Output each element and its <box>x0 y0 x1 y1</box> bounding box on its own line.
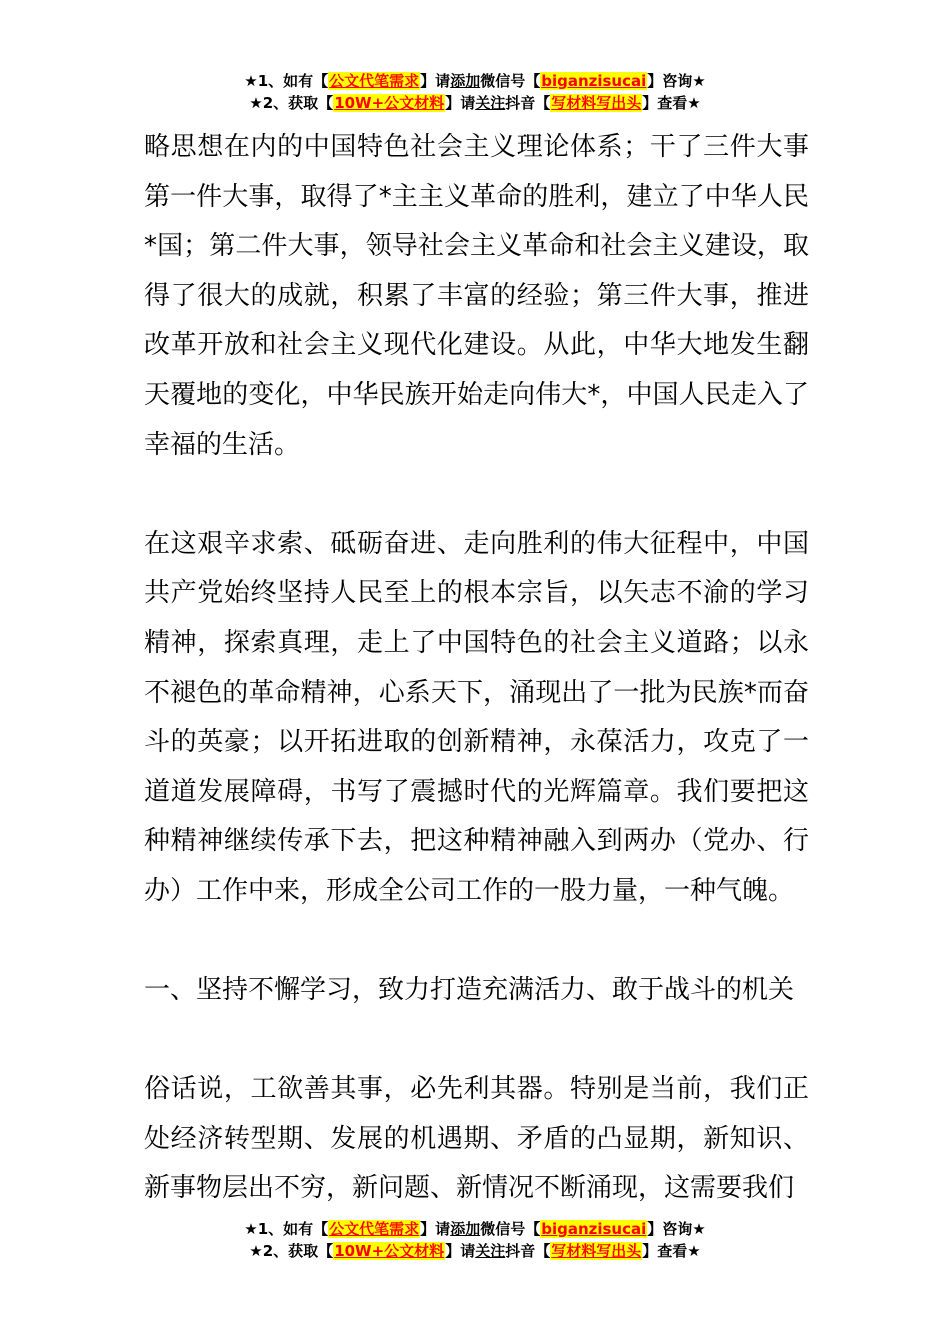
paragraph-3: 俗话说，工欲善其事，必先利其器。特别是当前，我们正处经济转型期、发展的机遇期、矛盾的凸显期，新知识、新事物层出不穷，新问题、新情况不断涌现，这需要我们 <box>144 1074 809 1204</box>
banner-text: ★2、获取【 <box>249 1242 334 1260</box>
paragraph-gap <box>144 917 809 967</box>
banner-text: 】查看★ <box>642 94 701 112</box>
materials-highlight: 10W+公文材料 <box>334 1242 445 1260</box>
header-banner <box>0 70 950 114</box>
banner-text: 】查看★ <box>642 1242 701 1260</box>
banner-text: 】请 <box>445 94 476 112</box>
materials-highlight: 10W+公文材料 <box>334 94 445 112</box>
banner-text: 微信号【 <box>480 1220 541 1238</box>
banner-text: 】请 <box>420 72 451 90</box>
banner-line-1 <box>0 70 950 92</box>
douyin-account-highlight: 写材料写出头 <box>551 94 642 112</box>
douyin-account-highlight: 写材料写出头 <box>551 1242 642 1260</box>
section-heading-1: 一、坚持不懈学习，致力打造充满活力、敢于战斗的机关 <box>144 975 795 1006</box>
banner-text: 】咨询★ <box>647 1220 706 1238</box>
banner-underlined-text: 添加 <box>450 1220 481 1238</box>
banner-line-1 <box>0 1218 950 1240</box>
banner-text: 】请 <box>445 1242 476 1260</box>
banner-text: ★1、如有【 <box>244 72 329 90</box>
paragraph-1: 略思想在内的中国特色社会主义理论体系；干了三件大事第一件大事，取得了*主主义革命的胜利，建立了中华人民*国；第二件大事，领导社会主义革命和社会主义建设，取得了很大的成就，积累了丰富的经验；第三件大事，推进改革开放和社会主义现代化建设。从此，中华大地发生翻天覆地的变化，中华民族开始走向伟大*，中国人民走入了幸福的生活。 <box>144 132 809 460</box>
paragraph-gap <box>144 1016 809 1066</box>
wechat-id-highlight: biganzisucai <box>541 1220 647 1238</box>
banner-text: ★2、获取【 <box>249 94 334 112</box>
service-highlight: 公文代笔需求 <box>329 1220 420 1238</box>
banner-line-2 <box>0 92 950 114</box>
wechat-id-highlight: biganzisucai <box>541 72 647 90</box>
banner-line-2 <box>0 1240 950 1262</box>
paragraph-gap <box>144 470 809 520</box>
banner-text: 】咨询★ <box>647 72 706 90</box>
footer-banner <box>0 1218 950 1262</box>
service-highlight: 公文代笔需求 <box>329 72 420 90</box>
banner-text: ★1、如有【 <box>244 1220 329 1238</box>
document-body <box>144 123 809 1214</box>
banner-underlined-text: 关注 <box>475 1242 506 1260</box>
banner-underlined-text: 关注 <box>475 94 506 112</box>
banner-text: 】请 <box>420 1220 451 1238</box>
banner-underlined-text: 添加 <box>450 72 481 90</box>
banner-text: 抖音【 <box>505 1242 551 1260</box>
banner-text: 抖音【 <box>505 94 551 112</box>
banner-text: 微信号【 <box>480 72 541 90</box>
paragraph-2: 在这艰辛求索、砥砺奋进、走向胜利的伟大征程中，中国共产党始终坚持人民至上的根本宗旨，以矢志不渝的学习精神，探索真理，走上了中国特色的社会主义道路；以永不褪色的革命精神，心系天下，涌现出了一批为民族*而奋斗的英豪；以开拓进取的创新精神，永葆活力，攻克了一道道发展障碍，书写了震撼时代的光辉篇章。我们要把这种精神继续传承下去，把这种精神融入到两办（党办、行办）工作中来，形成全公司工作的一股力量，一种气魄。 <box>144 528 809 906</box>
